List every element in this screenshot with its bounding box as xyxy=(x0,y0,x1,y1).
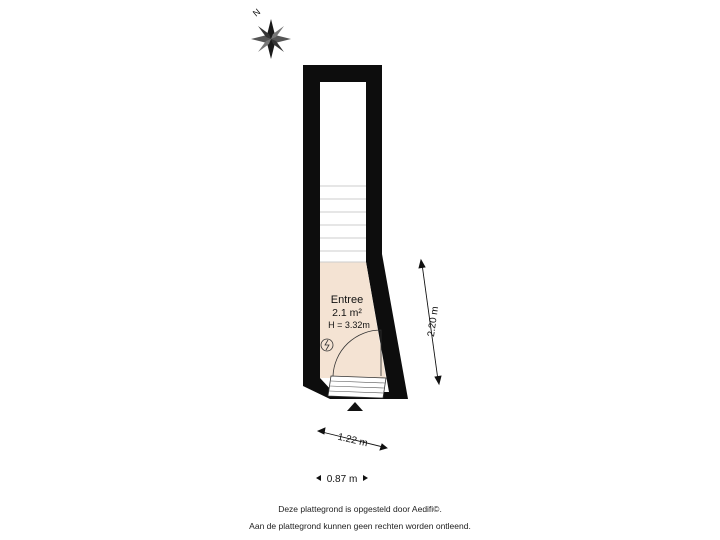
entrance-arrow-icon xyxy=(347,402,363,411)
room-name: Entree xyxy=(330,294,364,306)
room-height: H = 3.32m xyxy=(328,320,370,330)
dimension-bottom-label: 1.22 m xyxy=(336,431,369,450)
footer-disclaimer: Aan de plattegrond kunnen geen rechten worden ontleend. xyxy=(249,521,471,531)
footer-credit: Deze plattegrond is opgesteld door Aedifi©. xyxy=(278,504,442,514)
dimension-door-label: 0.87 m xyxy=(326,474,358,485)
compass-rose-icon xyxy=(251,19,291,59)
compass-north-label: N xyxy=(250,6,263,19)
dimension-right-label: 2.20 m xyxy=(425,305,442,338)
entrance-threshold xyxy=(328,376,386,398)
room-area: 2.1 m² xyxy=(332,307,362,319)
